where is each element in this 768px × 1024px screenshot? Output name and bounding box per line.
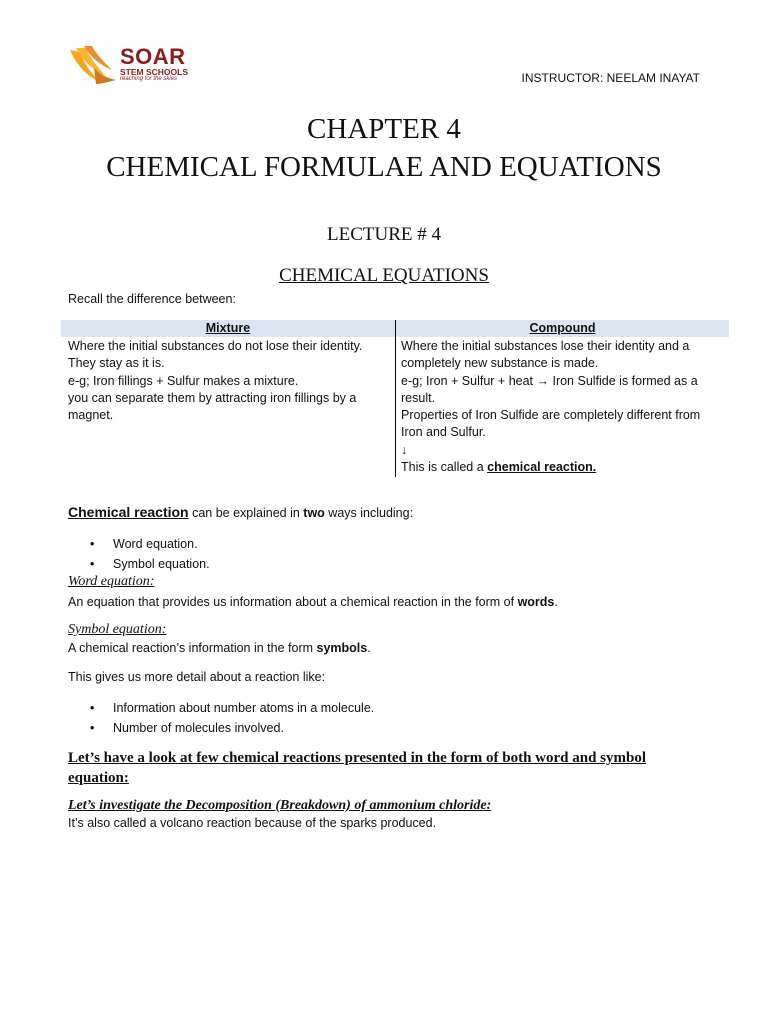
mixture-line: Where the initial substances do not lose their identity. xyxy=(68,339,363,353)
chapter-number: CHAPTER 4 xyxy=(307,113,461,145)
intro-text: Recall the difference between: xyxy=(68,292,236,306)
chemical-reaction-rest: ways including: xyxy=(324,506,414,520)
chemical-reaction-intro xyxy=(68,504,413,520)
school-logo xyxy=(66,44,196,86)
investigate-text: It’s also called a volcano reaction because of the sparks produced. xyxy=(68,816,437,830)
mixture-line: e-g; Iron fillings + Sulfur makes a mixture. xyxy=(68,373,299,388)
mixture-line: magnet. xyxy=(68,408,114,423)
compound-line-final xyxy=(401,459,700,476)
detail-text: This gives us more detail about a reaction like: xyxy=(68,670,326,684)
compound-final-prefix: This is called a xyxy=(401,460,488,475)
look-heading-line2: equation: xyxy=(68,770,129,786)
list-item: • Information about number atoms in a molecule. xyxy=(68,698,374,718)
symbols-term: symbols xyxy=(316,641,368,655)
word-equation-desc: An equation that provides us information about a chemical reaction in the form of xyxy=(68,595,518,609)
list-item: • Number of molecules involved. xyxy=(68,718,374,738)
compound-line: e-g; Iron + Sulfur + heat → Iron Sulfide is formed as a xyxy=(401,373,698,388)
compound-line: completely new substance is made. xyxy=(401,356,599,371)
compound-line: result. xyxy=(401,390,436,405)
mixture-cell xyxy=(68,338,362,424)
compound-cell xyxy=(401,338,700,476)
chemical-reaction-term: chemical reaction. xyxy=(487,460,597,475)
lecture-number: LECTURE # 4 xyxy=(327,224,441,245)
investigate-heading: Let’s investigate the Decomposition (Breakdown) of ammonium chloride: xyxy=(68,798,492,813)
two-word: two xyxy=(303,506,325,520)
instructor-name: INSTRUCTOR: NEELAM INAYAT xyxy=(521,71,700,85)
symbol-equation-heading: Symbol equation: xyxy=(68,622,167,637)
logo-tagline: reaching for the skies xyxy=(120,76,178,82)
look-heading-line1: Let’s have a look at few chemical reactions presented in the form of both word and symbol xyxy=(68,750,647,766)
logo-title: SOAR xyxy=(120,44,186,69)
look-heading xyxy=(68,748,708,788)
compound-line: Properties of Iron Sulfide are completely different from xyxy=(401,408,701,423)
word-equation-text xyxy=(68,594,558,611)
symbol-equation-end: . xyxy=(367,641,371,655)
compound-line: Where the initial substances lose their identity and a xyxy=(401,339,690,353)
mixture-line: They stay as it is. xyxy=(68,356,165,371)
table-header-compound: Compound xyxy=(396,320,729,337)
word-equation-end: . xyxy=(554,595,558,609)
table-header-mixture: Mixture xyxy=(61,320,395,337)
detail-list xyxy=(68,698,374,738)
chemical-reaction-heading: Chemical reaction xyxy=(68,504,189,520)
words-term: words xyxy=(517,595,555,609)
mixture-line: you can separate them by attracting iron fillings by a xyxy=(68,390,357,405)
compound-line: Iron and Sulfur. xyxy=(401,425,486,440)
equation-types-list xyxy=(68,534,210,574)
list-item: • Symbol equation. xyxy=(68,554,210,574)
chapter-title xyxy=(0,110,768,186)
symbol-equation-text xyxy=(68,640,371,657)
logo-subtitle: STEM SCHOOLS xyxy=(120,67,189,77)
wing-logo-icon xyxy=(66,44,118,86)
down-arrow-icon: ↓ xyxy=(401,442,408,457)
word-equation-heading: Word equation: xyxy=(68,574,155,589)
symbol-equation-desc: A chemical reaction’s information in the form xyxy=(68,641,317,655)
column-divider xyxy=(395,320,396,477)
section-title: CHEMICAL EQUATIONS xyxy=(279,265,489,286)
chemical-reaction-mid: can be explained in xyxy=(188,506,304,520)
chapter-name: CHEMICAL FORMULAE AND EQUATIONS xyxy=(106,151,662,183)
list-item: • Word equation. xyxy=(68,534,210,554)
